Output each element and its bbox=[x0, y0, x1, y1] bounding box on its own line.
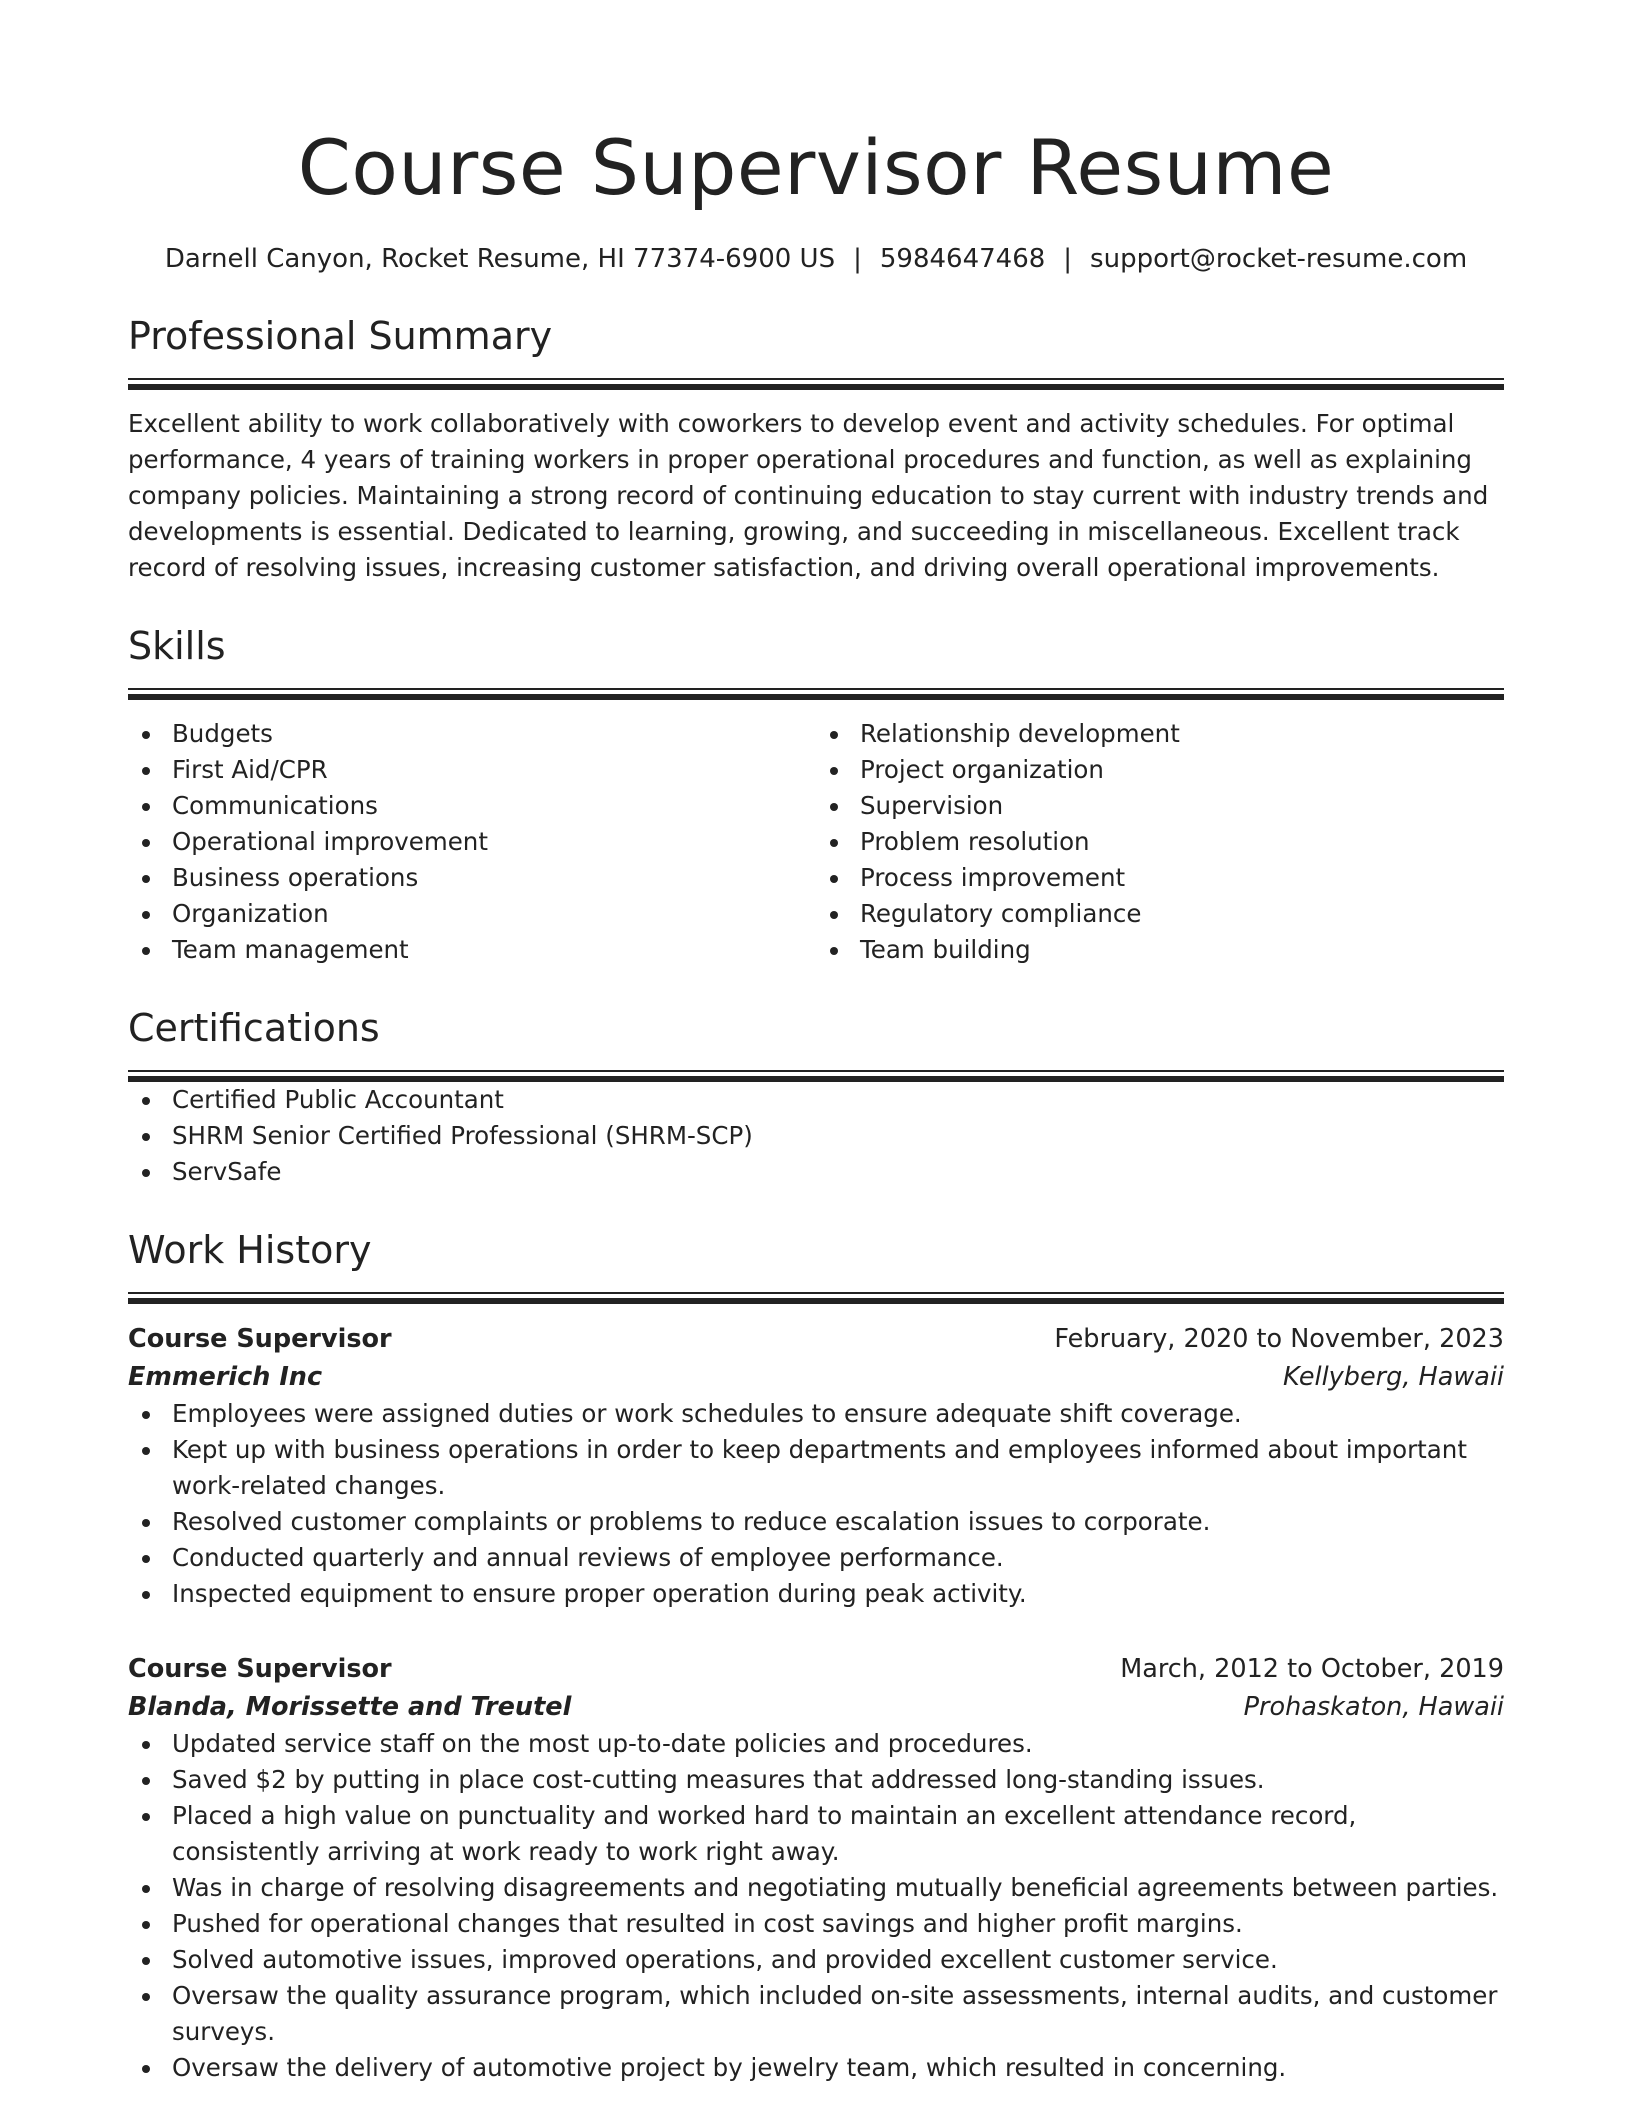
certification-item: SHRM Senior Certified Professional (SHRM-SCP) bbox=[128, 1118, 1504, 1154]
contact-address: Darnell Canyon, Rocket Resume, HI 77374-6900 US bbox=[164, 244, 836, 274]
job-duty-item: Updated service staff on the most up-to-date policies and procedures. bbox=[128, 1726, 1504, 1762]
skill-item: Regulatory compliance bbox=[816, 896, 1504, 932]
skills-heading: Skills bbox=[128, 624, 226, 668]
job-duty-item: Conducted quarterly and annual reviews of employee performance. bbox=[128, 1540, 1504, 1576]
skill-item: Relationship development bbox=[816, 716, 1504, 752]
summary-section bbox=[128, 312, 1504, 586]
section-divider bbox=[128, 378, 1504, 390]
skill-item: Communications bbox=[128, 788, 816, 824]
job-entry bbox=[128, 1320, 1504, 1612]
job-duty-item: Oversaw the delivery of automotive project by jewelry team, which resulted in concerning. bbox=[128, 2050, 1504, 2086]
summary-heading: Professional Summary bbox=[128, 314, 553, 358]
skill-item: First Aid/CPR bbox=[128, 752, 816, 788]
certification-item: ServSafe bbox=[128, 1154, 1504, 1190]
job-duty-item: Inspected equipment to ensure proper operation during peak activity. bbox=[128, 1576, 1504, 1612]
summary-text: Excellent ability to work collaboratively with coworkers to develop event and activity schedules. For optimal performance, 4 years of training workers in proper operational procedures and function, as well as explaining company policies. Maintaining a strong record of continuing education to stay current with industry trends and developments is essential. Dedicated to learning, growing, and succeeding in miscellaneous. Excellent track record of resolving issues, increasing customer satisfaction, and driving overall operational improvements. bbox=[128, 409, 1489, 582]
job-duty-item: Saved $2 by putting in place cost-cutting measures that addressed long-standing issues. bbox=[128, 1762, 1504, 1798]
certifications-section bbox=[128, 1004, 1504, 1190]
job-header-row bbox=[128, 1320, 1504, 1358]
job-header-row bbox=[128, 1650, 1504, 1688]
skills-column-right bbox=[816, 716, 1504, 968]
resume-title: Course Supervisor Resume bbox=[297, 123, 1335, 212]
job-duty-item: Resolved customer complaints or problems to reduce escalation issues to corporate. bbox=[128, 1504, 1504, 1540]
contact-separator: | bbox=[1063, 244, 1073, 274]
job-company-row bbox=[128, 1688, 1504, 1726]
job-company: Emmerich Inc bbox=[128, 1362, 323, 1392]
job-entry bbox=[128, 1650, 1504, 2086]
skill-item: Project organization bbox=[816, 752, 1504, 788]
job-title: Course Supervisor bbox=[128, 1324, 392, 1354]
job-duties-list bbox=[128, 1726, 1504, 2086]
job-company: Blanda, Morissette and Treutel bbox=[128, 1692, 572, 1722]
job-dates: February, 2020 to November, 2023 bbox=[1054, 1324, 1504, 1354]
job-company-row bbox=[128, 1358, 1504, 1396]
skill-item: Team management bbox=[128, 932, 816, 968]
job-location: Kellyberg, Hawaii bbox=[1283, 1362, 1504, 1392]
job-duty-item: Employees were assigned duties or work schedules to ensure adequate shift coverage. bbox=[128, 1396, 1504, 1432]
job-location: Prohaskaton, Hawaii bbox=[1243, 1692, 1504, 1722]
skill-item: Organization bbox=[128, 896, 816, 932]
section-divider bbox=[128, 1292, 1504, 1304]
job-title: Course Supervisor bbox=[128, 1654, 392, 1684]
job-dates: March, 2012 to October, 2019 bbox=[1120, 1654, 1504, 1684]
certifications-heading: Certifications bbox=[128, 1006, 380, 1050]
skills-grid bbox=[128, 716, 1504, 968]
skill-item: Business operations bbox=[128, 860, 816, 896]
certifications-list bbox=[128, 1082, 1504, 1190]
job-duty-item: Solved automotive issues, improved operations, and provided excellent customer service. bbox=[128, 1942, 1504, 1978]
skill-item: Team building bbox=[816, 932, 1504, 968]
section-divider bbox=[128, 1070, 1504, 1082]
contact-line bbox=[128, 242, 1504, 276]
skills-section bbox=[128, 622, 1504, 968]
certification-item: Certified Public Accountant bbox=[128, 1082, 1504, 1118]
skill-item: Process improvement bbox=[816, 860, 1504, 896]
work-history-section bbox=[128, 1226, 1504, 2086]
section-divider bbox=[128, 688, 1504, 700]
skill-item: Problem resolution bbox=[816, 824, 1504, 860]
skills-column-left bbox=[128, 716, 816, 968]
skills-list-left bbox=[128, 716, 816, 968]
skill-item: Supervision bbox=[816, 788, 1504, 824]
skill-item: Operational improvement bbox=[128, 824, 816, 860]
job-duty-item: Placed a high value on punctuality and worked hard to maintain an excellent attendance record, consistently arriving at work ready to work right away. bbox=[128, 1798, 1504, 1870]
skill-item: Budgets bbox=[128, 716, 816, 752]
job-duty-item: Was in charge of resolving disagreements and negotiating mutually beneficial agreements between parties. bbox=[128, 1870, 1504, 1906]
work-history-heading: Work History bbox=[128, 1228, 372, 1272]
job-duty-item: Kept up with business operations in order to keep departments and employees informed about important work-related changes. bbox=[128, 1432, 1504, 1504]
job-duty-item: Oversaw the quality assurance program, which included on-site assessments, internal audits, and customer surveys. bbox=[128, 1978, 1504, 2050]
job-duty-item: Pushed for operational changes that resulted in cost savings and higher profit margins. bbox=[128, 1906, 1504, 1942]
contact-email: support@rocket-resume.com bbox=[1090, 244, 1468, 274]
contact-phone: 5984647468 bbox=[879, 244, 1046, 274]
skills-list-right bbox=[816, 716, 1504, 968]
job-duties-list bbox=[128, 1396, 1504, 1612]
contact-separator: | bbox=[853, 244, 862, 274]
